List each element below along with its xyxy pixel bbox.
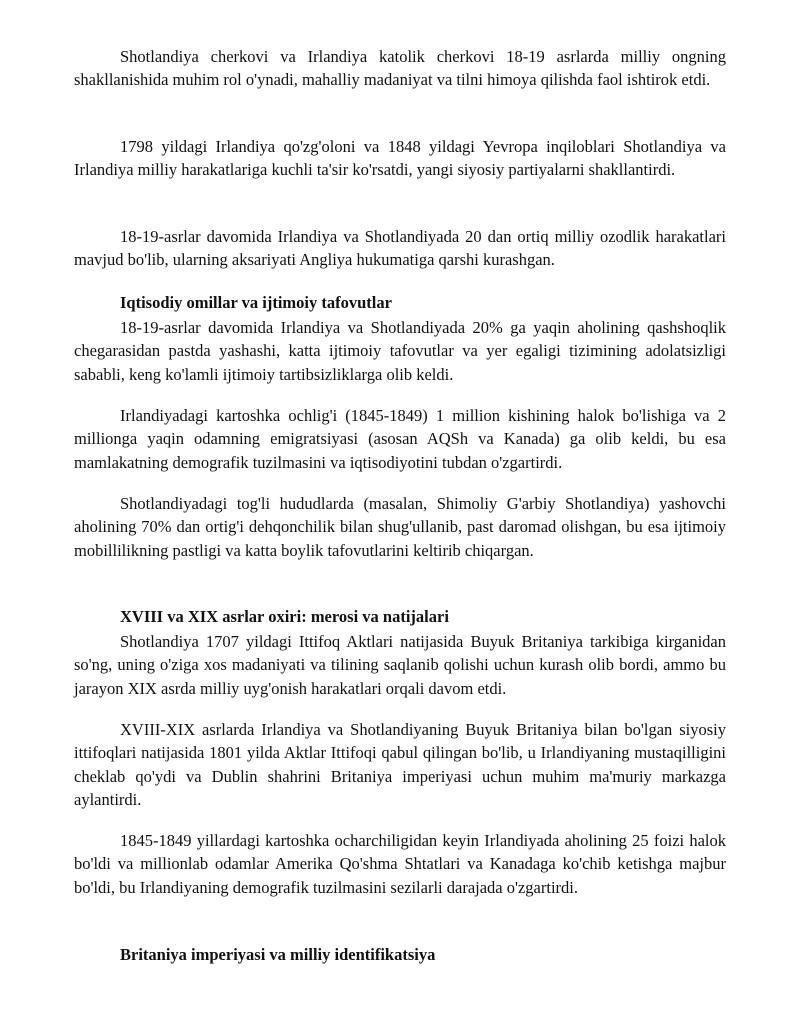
paragraph-liberation-movements: 18-19-asrlar davomida Irlandiya va Shotlandiyada 20 dan ortiq milliy ozodlik harakatlari mavjud bo'lib, ularning aksariyati Angliya hukumatiga qarshi kurashgan. <box>74 227 726 270</box>
section-heading-economic-factors: Iqtisodiy omillar va ijtimoiy tafovutlar <box>120 293 392 312</box>
paragraph-union-acts-1707: Shotlandiya 1707 yildagi Ittifoq Aktlari natijasida Buyuk Britaniya tarkibiga kirganidan so'ng, uning o'ziga xos madaniyati va tilining saqlanib qolishi uchun kurash olib bordi, ammo bu jarayon XIX asrda milliy uyg'onish harakatlari orqali davom etdi. <box>74 632 726 698</box>
paragraph-potato-famine: Irlandiyadagi kartoshka ochlig'i (1845-1849) 1 million kishining halok bo'lishiga va 2 millionga yaqin odamning emigratsiyasi (asosan AQSh va Kanada) ga olib keldi, bu esa mamlakatning demografik tuzilmasini va iqtisodiyotini tubdan o'zgartirdi. <box>74 406 726 472</box>
section-heading-legacy: XVIII va XIX asrlar oxiri: merosi va natijalari <box>120 607 449 626</box>
paragraph-highlands: Shotlandiyadagi tog'li hududlarda (masalan, Shimoliy G'arbiy Shotlandiya) yashovchi aholining 70% dan ortig'i dehqonchilik bilan shug'ullanib, past daromad olishgan, bu esa ijtimoiy mobillilikning pastligi va katta boylik tafovutlarini keltirib chiqargan. <box>74 494 726 560</box>
paragraph-acts-of-union-1801: XVIII-XIX asrlarda Irlandiya va Shotlandiyaning Buyuk Britaniya bilan bo'lgan siyosiy ittifoqlari natijasida 1801 yilda Aktlar Ittifoqi qabul qilingan bo'lib, u Irlandiyaning mustaqilligini cheklab qo'ydi va Dublin shahrini Britaniya imperiyasi uchun muhim ma'muriy markazga aylantirdi. <box>74 720 726 809</box>
section-heading-british-empire: Britaniya imperiyasi va milliy identifikatsiya <box>120 945 436 964</box>
paragraph-famine-aftermath: 1845-1849 yillardagi kartoshka ocharchiligidan keyin Irlandiyada aholining 25 foizi halok bo'ldi va millionlab odamlar Amerika Qo'shma Shtatlari va Kanadaga ko'chib ketishga majbur bo'ldi, bu Irlandiyaning demografik tuzilmasini sezilarli darajada o'zgartirdi. <box>74 831 726 897</box>
paragraph-poverty: 18-19-asrlar davomida Irlandiya va Shotlandiyada 20% ga yaqin aholining qashshoqlik chegarasidan pastda yashashi, katta ijtimoiy tafovutlar va yer egaligi tizimining adolatsizligi sababli, keng ko'lamli ijtimoiy tartibsizliklarga olib keldi. <box>74 318 726 384</box>
paragraph-church-role: Shotlandiya cherkovi va Irlandiya katolik cherkovi 18-19 asrlarda milliy ongning shakllanishida muhim rol o'ynadi, mahalliy madaniyat va tilni himoya qilishda faol ishtirok etdi. <box>74 47 726 90</box>
paragraph-1798-uprising: 1798 yildagi Irlandiya qo'zg'oloni va 1848 yildagi Yevropa inqiloblari Shotlandiya va Irlandiya milliy harakatlariga kuchli ta'sir ko'rsatdi, yangi siyosiy partiyalarni shakllantirdi. <box>74 137 726 180</box>
